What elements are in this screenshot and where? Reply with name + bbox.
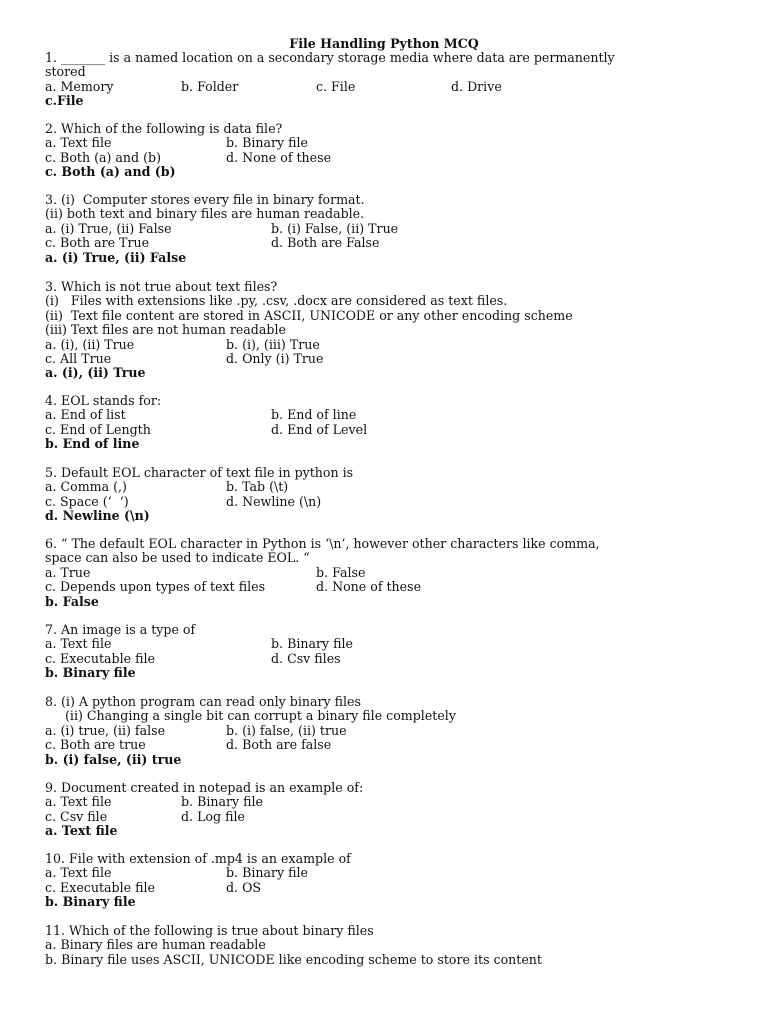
option: a. Text file — [45, 135, 112, 151]
option-row — [45, 222, 725, 236]
option: b. (i), (iii) True — [226, 336, 320, 352]
answer: c.File — [45, 93, 84, 109]
option: b. Folder — [181, 78, 239, 94]
option: c. File — [316, 78, 356, 94]
question-stem: 9. Document created in notepad is an example of: — [45, 780, 364, 795]
option-row — [45, 637, 725, 651]
question-stem: 7. An image is a type of — [45, 622, 196, 637]
option: a. Text file — [45, 794, 112, 810]
option-row — [45, 580, 725, 594]
option: b. (i) False, (ii) True — [271, 220, 399, 236]
answer: c. Both (a) and (b) — [45, 164, 176, 180]
question-stem: 2. Which of the following is data file? — [45, 121, 283, 136]
option: c. Csv file — [45, 808, 108, 824]
option: a. Text file — [45, 865, 112, 881]
option: a. Text file — [45, 636, 112, 652]
option-row — [45, 795, 725, 809]
question-stem: (i) Files with extensions like .py, .csv, .docx are considered as text files. — [45, 293, 508, 309]
option-row — [45, 495, 725, 509]
option-row — [45, 338, 725, 352]
option: d. Only (i) True — [226, 350, 324, 366]
question-7 — [45, 623, 725, 681]
option: a. Comma (,) — [45, 479, 127, 495]
option: b. Binary file — [271, 636, 353, 652]
option: d. None of these — [316, 579, 422, 595]
question-2 — [45, 122, 725, 180]
answer: b. Binary file — [45, 665, 136, 681]
question-10 — [45, 852, 725, 910]
option-row — [45, 953, 725, 967]
question-stem: 3. Which is not true about text files? — [45, 279, 278, 294]
answer: a. (i) True, (ii) False — [45, 249, 187, 265]
answer: d. Newline (\n) — [45, 508, 150, 524]
question-stem: 11. Which of the following is true about binary files — [45, 923, 374, 938]
question-stem: (ii) Changing a single bit can corrupt a binary file completely — [65, 708, 456, 724]
answer: b. (i) false, (ii) true — [45, 751, 182, 767]
option: d. Newline (\n) — [226, 493, 322, 509]
option: b. (i) false, (ii) true — [226, 722, 347, 738]
option: c. End of Length — [45, 421, 151, 437]
option-row — [45, 136, 725, 150]
question-3b — [45, 280, 725, 381]
option: d. Csv files — [271, 650, 341, 666]
option-row — [45, 866, 725, 880]
option: b. Binary file uses ASCII, UNICODE like encoding scheme to store its content — [45, 951, 542, 967]
question-1 — [45, 51, 725, 109]
question-stem: 6. “ The default EOL character in Python is ‘\n’, however other characters like comma, — [45, 536, 600, 551]
answer: b. False — [45, 593, 99, 609]
option: c. Executable file — [45, 879, 155, 895]
question-5 — [45, 466, 725, 524]
option-row — [45, 80, 725, 94]
question-8 — [45, 695, 725, 767]
question-stem: 1. _______ is a named location on a secondary storage media where data are permanently — [45, 50, 615, 65]
question-stem: (iii) Text files are not human readable — [45, 322, 286, 338]
option: a. (i) true, (ii) false — [45, 722, 166, 738]
option: c. Both are True — [45, 235, 150, 251]
option-row — [45, 881, 725, 895]
option-row — [45, 724, 725, 738]
option: b. Tab (\t) — [226, 479, 289, 495]
page-title: File Handling Python MCQ — [289, 36, 479, 51]
option: c. Space (‘ ‘) — [45, 493, 129, 509]
option: c. Both are true — [45, 737, 146, 753]
question-stem: 10. File with extension of .mp4 is an example of — [45, 851, 351, 866]
option: c. Executable file — [45, 650, 155, 666]
option-row — [45, 423, 725, 437]
option: d. End of Level — [271, 421, 368, 437]
question-stem: (ii) both text and binary files are human readable. — [45, 206, 365, 222]
option: a. (i) True, (ii) False — [45, 220, 172, 236]
question-stem: (ii) Text file content are stored in ASCII, UNICODE or any other encoding scheme — [45, 307, 573, 323]
option: a. Binary files are human readable — [45, 937, 266, 953]
option: b. Binary file — [226, 135, 308, 151]
option-row — [45, 938, 725, 952]
option: c. All True — [45, 350, 112, 366]
option-row — [45, 408, 725, 422]
option-row — [45, 566, 725, 580]
option: b. Binary file — [226, 865, 308, 881]
question-stem: 4. EOL stands for: — [45, 393, 162, 408]
option-row — [45, 236, 725, 250]
question-11 — [45, 924, 725, 967]
option-row — [45, 352, 725, 366]
question-9 — [45, 781, 725, 839]
question-stem: stored — [45, 64, 86, 80]
option: b. Binary file — [181, 794, 263, 810]
question-stem: space can also be used to indicate EOL. “ — [45, 550, 310, 566]
option-row — [45, 810, 725, 824]
option: b. End of line — [271, 407, 357, 423]
option-row — [45, 151, 725, 165]
option-row — [45, 652, 725, 666]
option: a. True — [45, 564, 91, 580]
option: d. Both are false — [226, 737, 332, 753]
question-stem: 5. Default EOL character of text file in python is — [45, 465, 354, 480]
option: d. Drive — [451, 78, 502, 94]
question-6 — [45, 537, 725, 609]
option: d. Log file — [181, 808, 245, 824]
answer: b. Binary file — [45, 894, 136, 910]
option-row — [45, 480, 725, 494]
option: d. None of these — [226, 149, 332, 165]
answer: a. (i), (ii) True — [45, 365, 146, 381]
option: c. Depends upon types of text files — [45, 579, 266, 595]
option: c. Both (a) and (b) — [45, 149, 161, 165]
option: a. Memory — [45, 78, 114, 94]
option: a. End of list — [45, 407, 126, 423]
question-3a — [45, 193, 725, 265]
question-4 — [45, 394, 725, 452]
question-stem: 8. (i) A python program can read only binary files — [45, 694, 361, 709]
option-row — [45, 738, 725, 752]
answer: a. Text file — [45, 823, 118, 839]
option: a. (i), (ii) True — [45, 336, 135, 352]
option: b. False — [316, 564, 366, 580]
option: d. OS — [226, 879, 262, 895]
question-stem: 3. (i) Computer stores every file in binary format. — [45, 192, 365, 207]
answer: b. End of line — [45, 436, 140, 452]
option: d. Both are False — [271, 235, 380, 251]
